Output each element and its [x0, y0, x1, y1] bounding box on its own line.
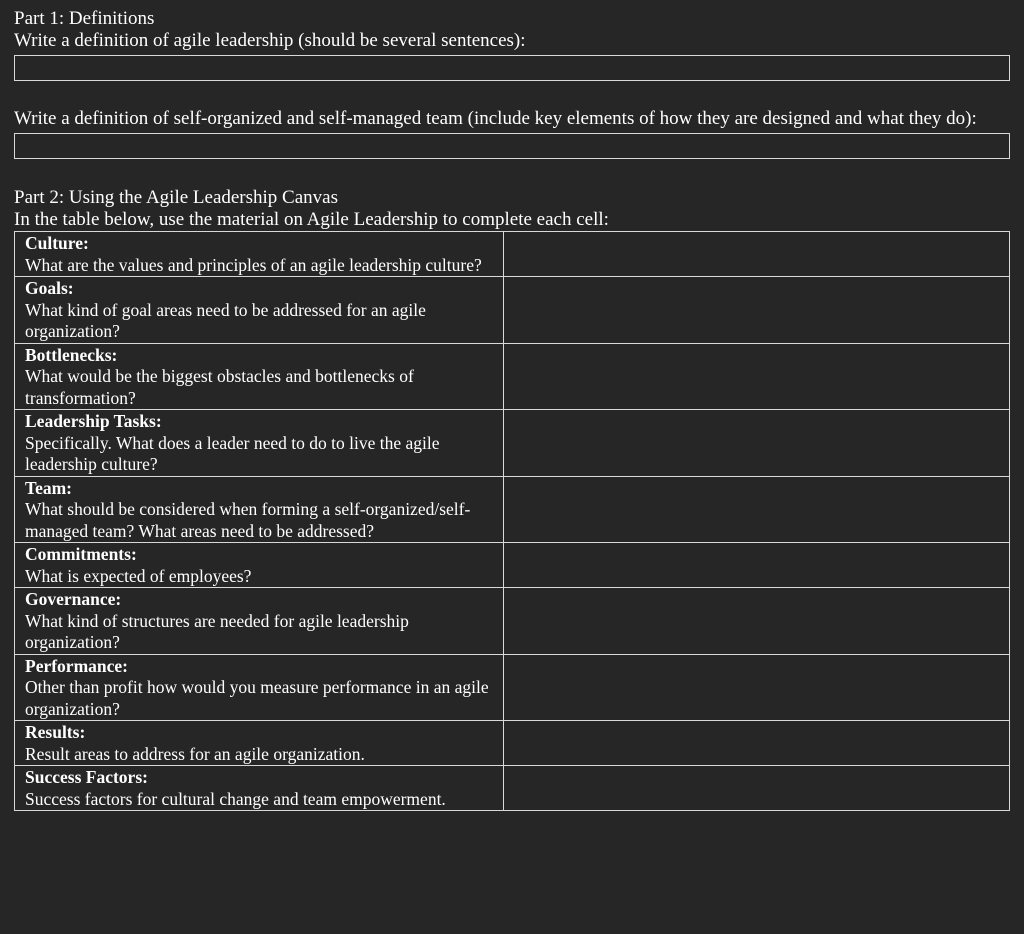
answer-cell-results[interactable]	[504, 721, 1010, 766]
row-text: Result areas to address for an agile organization.	[25, 743, 365, 764]
row-heading: Commitments:	[25, 544, 137, 564]
table-row	[15, 588, 1010, 655]
table-row	[15, 277, 1010, 344]
part2-title: Part 2: Using the Agile Leadership Canvas	[14, 187, 338, 208]
row-text: What is expected of employees?	[25, 565, 252, 586]
row-text: Other than profit how would you measure performance in an agile organization?	[25, 677, 489, 719]
answer-cell-culture[interactable]	[504, 232, 1010, 277]
worksheet	[14, 8, 1010, 811]
table-row	[15, 543, 1010, 588]
table-row	[15, 654, 1010, 721]
row-text: What should be considered when forming a self-organized/self-managed team? What areas need to be addressed?	[25, 499, 471, 541]
row-question-commitments	[15, 543, 504, 588]
answer-box-self-organized-team[interactable]	[14, 133, 1010, 159]
answer-box-agile-leadership[interactable]	[14, 55, 1010, 81]
row-question-team	[15, 476, 504, 543]
table-row	[15, 766, 1010, 811]
row-heading: Bottlenecks:	[25, 344, 118, 365]
question-agile-leadership-definition: Write a definition of agile leadership (should be several sentences):	[14, 30, 526, 51]
table-row	[15, 410, 1010, 477]
answer-cell-commitments[interactable]	[504, 543, 1010, 588]
table-row	[15, 721, 1010, 766]
row-question-results	[15, 721, 504, 766]
table-row	[15, 476, 1010, 543]
table-row	[15, 232, 1010, 277]
answer-cell-performance[interactable]	[504, 654, 1010, 721]
table-row	[15, 343, 1010, 410]
row-text: What would be the biggest obstacles and bottlenecks of transformation?	[25, 366, 414, 408]
row-heading: Culture:	[25, 233, 89, 253]
row-heading: Leadership Tasks:	[25, 411, 162, 431]
answer-cell-team[interactable]	[504, 476, 1010, 543]
row-question-success-factors	[15, 766, 504, 811]
row-question-governance	[15, 588, 504, 655]
row-question-leadership-tasks	[15, 410, 504, 477]
row-heading: Governance:	[25, 589, 122, 609]
row-text: What are the values and principles of an agile leadership culture?	[25, 254, 482, 275]
row-question-goals	[15, 277, 504, 344]
part2-instruction: In the table below, use the material on Agile Leadership to complete each cell:	[14, 209, 609, 230]
row-text: Success factors for cultural change and team empowerment.	[25, 788, 446, 809]
row-heading: Results:	[25, 722, 86, 742]
agile-leadership-canvas-table	[14, 231, 1010, 811]
answer-cell-success-factors[interactable]	[504, 766, 1010, 811]
row-heading: Success Factors:	[25, 767, 148, 787]
answer-cell-bottlenecks[interactable]	[504, 343, 1010, 410]
row-question-culture	[15, 232, 504, 277]
part1-title: Part 1: Definitions	[14, 8, 155, 29]
row-heading: Performance:	[25, 655, 128, 676]
row-heading: Team:	[25, 477, 72, 498]
row-text: What kind of structures are needed for agile leadership organization?	[25, 610, 409, 652]
row-question-bottlenecks	[15, 343, 504, 410]
row-text: Specifically. What does a leader need to do to live the agile leadership culture?	[25, 432, 440, 474]
row-question-performance	[15, 654, 504, 721]
row-text: What kind of goal areas need to be addressed for an agile organization?	[25, 299, 426, 341]
answer-cell-leadership-tasks[interactable]	[504, 410, 1010, 477]
row-heading: Goals:	[25, 278, 74, 298]
answer-cell-governance[interactable]	[504, 588, 1010, 655]
question-self-organized-team-definition: Write a definition of self-organized and self-managed team (include key elements of how they are designed and what they do):	[14, 108, 977, 129]
answer-cell-goals[interactable]	[504, 277, 1010, 344]
